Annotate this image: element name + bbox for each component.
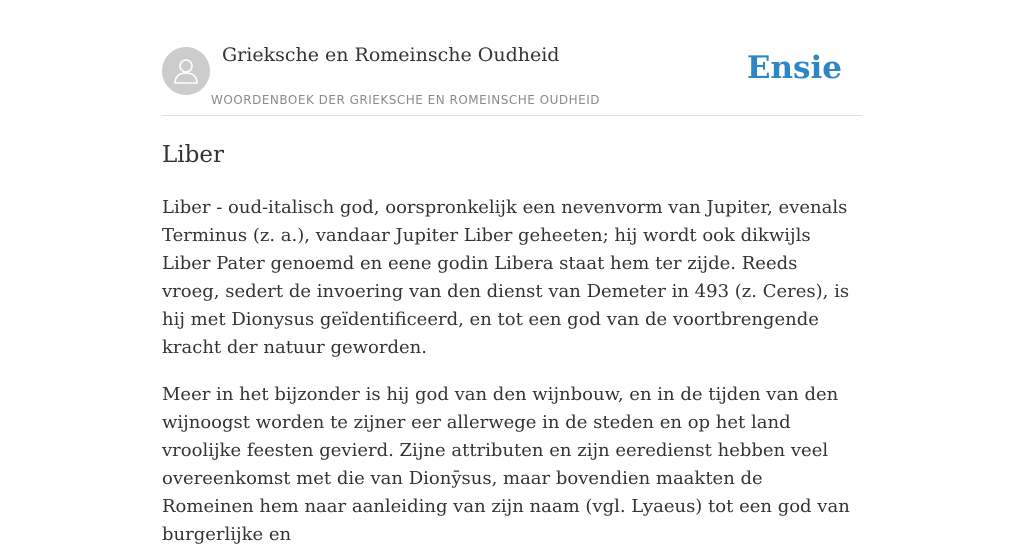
ensie-logo[interactable]: Ensie bbox=[746, 50, 842, 86]
source-header bbox=[162, 0, 862, 116]
entry-body bbox=[162, 194, 852, 549]
entry-title: Liber bbox=[162, 142, 224, 168]
user-icon bbox=[171, 56, 201, 86]
page-container bbox=[162, 0, 862, 549]
entry-paragraph: Meer in het bijzonder is hij god van den wijnbouw, en in de tijden van den wijnoogst worden te zijner eer allerwege in de steden en op het land vroolijke feesten gevierd. Zijne attributen en zijn eeredienst hebben veel overeenkomst met die van Dionȳsus, maar bovendien maakten de Romeinen hem naar aanleiding van zijn naam (vgl. Lyaeus) tot een god van burgerlijke en bbox=[162, 384, 850, 545]
source-avatar[interactable] bbox=[162, 47, 210, 95]
entry-paragraph: Liber - oud-italisch god, oorspronkelijk een nevenvorm van Jupiter, evenals Terminus (z. a.), vandaar Jupiter Liber geheeten; hij wordt ook dikwijls Liber Pater genoemd en eene godin Libera staat hem ter zijde. Reeds vroeg, sedert de invoering van den dienst van Demeter in 493 (z. Ceres), is hij met Dionysus geïdentificeerd, en tot een god van de voortbrengende kracht der natuur geworden. bbox=[162, 197, 850, 358]
source-subtitle[interactable]: WOORDENBOEK DER GRIEKSCHE EN ROMEINSCHE OUDHEID bbox=[211, 93, 601, 107]
source-title[interactable]: Grieksche en Romeinsche Oudheid bbox=[222, 44, 560, 66]
